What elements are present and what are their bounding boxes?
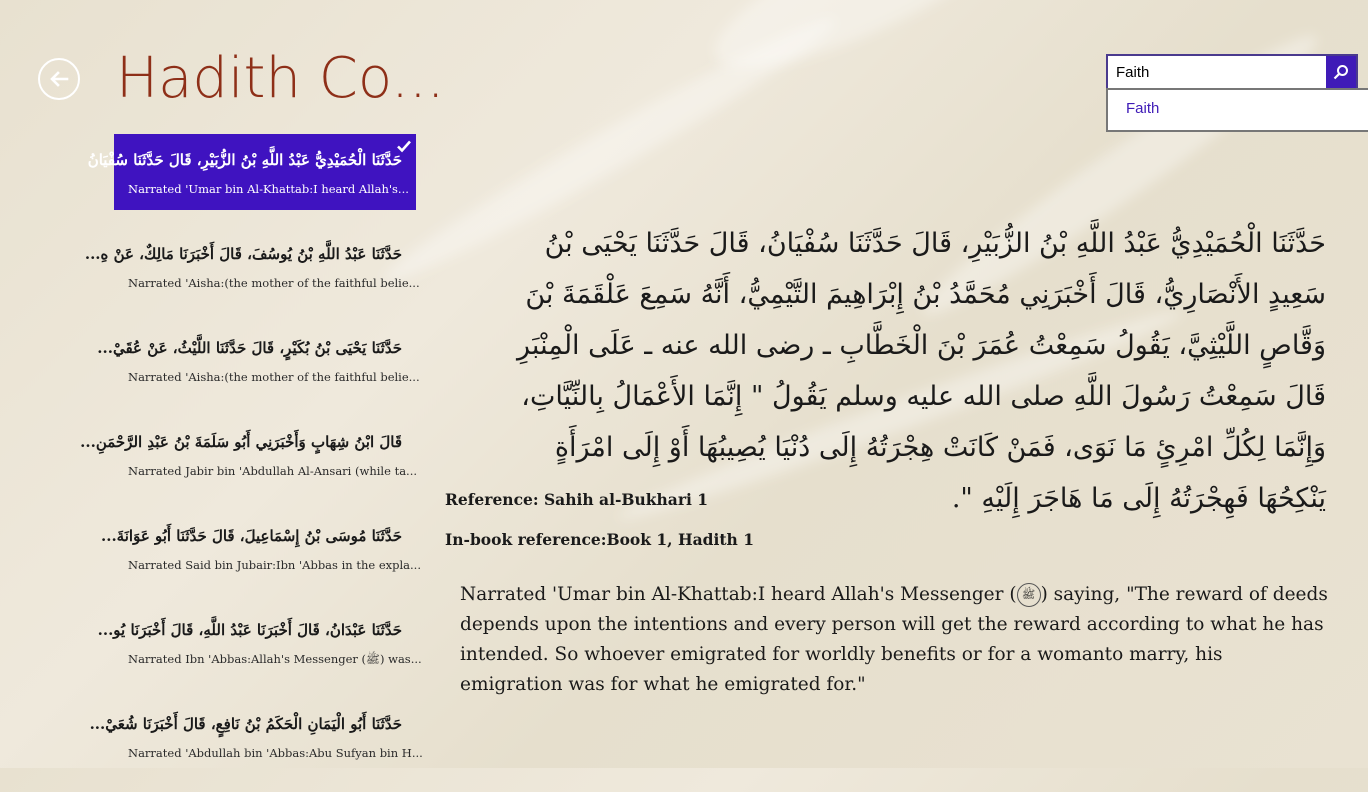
list-item-english: Narrated 'Aisha:(the mother of the faithful belie... bbox=[128, 276, 420, 290]
list-item[interactable] bbox=[97, 604, 422, 680]
honorific-icon: ﷺ bbox=[1017, 583, 1041, 607]
list-item-arabic: حَدَّثَنَا مُوسَى بْنُ إِسْمَاعِيلَ، قَالَ حَدَّثَنَا أَبُو عَوَانَةَ... bbox=[101, 527, 402, 545]
list-item-arabic: حَدَّثَنَا عَبْدَانُ، قَالَ أَخْبَرَنَا عَبْدُ اللَّهِ، قَالَ أَخْبَرَنَا يُو... bbox=[97, 621, 402, 639]
hadith-english-text bbox=[460, 580, 1330, 700]
inbook-reference: In-book reference:Book 1, Hadith 1 bbox=[445, 530, 754, 549]
search-button[interactable] bbox=[1326, 56, 1356, 88]
check-icon bbox=[396, 138, 412, 154]
list-item[interactable] bbox=[84, 228, 420, 304]
list-item[interactable] bbox=[97, 322, 420, 398]
list-item-english: Narrated 'Aisha:(the mother of the faithful belie... bbox=[128, 370, 420, 384]
list-item-english: Narrated 'Abdullah bin 'Abbas:Abu Sufyan bin H... bbox=[128, 746, 423, 760]
page-title: Hadith Co... bbox=[116, 46, 445, 111]
list-item-english: Narrated 'Umar bin Al-Khattab:I heard Allah's... bbox=[128, 182, 409, 196]
list-item-arabic: حَدَّثَنَا الْحُمَيْدِيُّ عَبْدُ اللَّهِ بْنُ الزُّبَيْرِ، قَالَ حَدَّثَنَا سُفْيَانُ bbox=[87, 151, 402, 169]
list-item-arabic: حَدَّثَنَا يَحْيَى بْنُ بُكَيْرٍ، قَالَ حَدَّثَنَا اللَّيْثُ، عَنْ عُقَيْ... bbox=[97, 339, 402, 357]
list-item-english: Narrated Said bin Jubair:Ibn 'Abbas in the expla... bbox=[128, 558, 421, 572]
hadith-list bbox=[80, 134, 423, 792]
list-item-arabic: حَدَّثَنَا عَبْدُ اللَّهِ بْنُ يُوسُفَ، قَالَ أَخْبَرَنَا مَالِكٌ، عَنْ هِ... bbox=[84, 245, 402, 263]
list-item-english: Narrated Jabir bin 'Abdullah Al-Ansari (while ta... bbox=[128, 464, 418, 478]
list-item-arabic: قَالَ ابْنُ شِهَابٍ وَأَخْبَرَنِي أَبُو سَلَمَةَ بْنُ عَبْدِ الرَّحْمَنِ... bbox=[80, 433, 402, 451]
list-item-arabic: حَدَّثَنَا أَبُو الْيَمَانِ الْحَكَمُ بْنُ نَافِعٍ، قَالَ أَخْبَرَنَا شُعَيْ... bbox=[89, 715, 402, 733]
search-suggestions bbox=[1106, 88, 1368, 132]
back-button[interactable] bbox=[38, 58, 80, 100]
list-item[interactable] bbox=[101, 510, 421, 586]
search-box[interactable] bbox=[1106, 54, 1358, 90]
english-text-part: ) saying, "The reward of deeds depends upon the intentions and every person will get the reward according to what he has intended. So whoever emigrated for worldly benefits or for a womanto marry, his emigration was for what he emigrated for." bbox=[460, 584, 1328, 695]
reference: Reference: Sahih al-Bukhari 1 bbox=[445, 490, 709, 509]
hadith-arabic-text: حَدَّثَنَا الْحُمَيْدِيُّ عَبْدُ اللَّهِ بْنُ الزُّبَيْرِ، قَالَ حَدَّثَنَا سُفْيَانُ، قَالَ حَدَّثَنَا يَحْيَى بْنُ سَعِيدٍ الأَنْصَارِيُّ، قَالَ أَخْبَرَنِي مُحَمَّدُ بْنُ إِبْرَاهِيمَ التَّيْمِيُّ، أَنَّهُ سَمِعَ عَلْقَمَةَ بْنَ وَقَّاصٍ اللَّيْثِيَّ، يَقُولُ سَمِعْتُ عُمَرَ بْنَ الْخَطَّابِ ـ رضى الله عنه ـ عَلَى الْمِنْبَرِ قَالَ سَمِعْتُ رَسُولَ اللَّهِ صلى الله عليه وسلم يَقُولُ " إِنَّمَا الأَعْمَالُ بِالنِّيَّاتِ، وَإِنَّمَا لِكُلِّ امْرِئٍ مَا نَوَى، فَمَنْ كَانَتْ هِجْرَتُهُ إِلَى دُنْيَا يُصِيبُهَا أَوْ إِلَى امْرَأَةٍ يَنْكِحُهَا فَهِجْرَتُهُ إِلَى مَا هَاجَرَ إِلَيْهِ ". bbox=[517, 228, 1326, 514]
list-item[interactable] bbox=[89, 698, 423, 774]
list-item[interactable] bbox=[80, 416, 418, 492]
search-input[interactable] bbox=[1108, 56, 1326, 88]
arrow-left-icon bbox=[47, 67, 71, 91]
suggestion-item[interactable]: Faith bbox=[1126, 100, 1160, 117]
list-item-english: Narrated Ibn 'Abbas:Allah's Messenger (ﷺ) was... bbox=[128, 652, 422, 666]
list-item[interactable] bbox=[87, 134, 416, 210]
search-icon bbox=[1333, 64, 1349, 80]
english-text-part: Narrated 'Umar bin Al-Khattab:I heard Allah's Messenger ( bbox=[460, 584, 1017, 605]
